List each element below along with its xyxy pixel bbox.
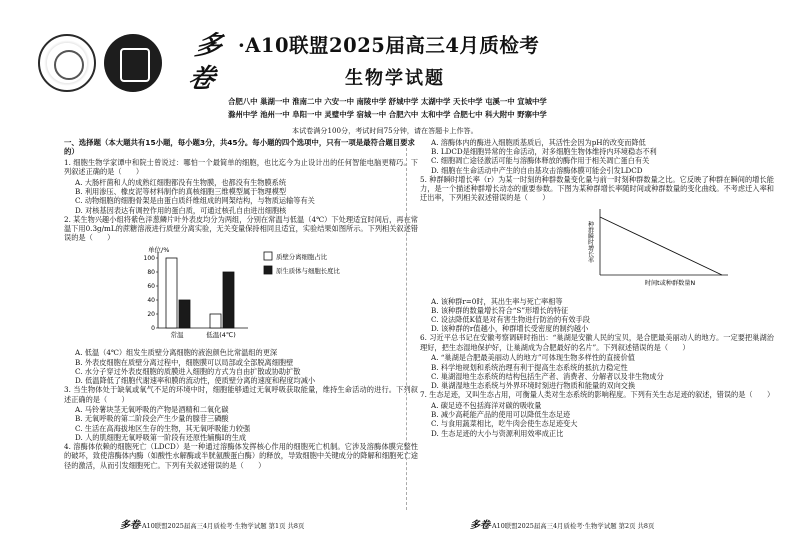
exam-title: ·A10联盟2025届高三4月质检考 [238, 34, 540, 57]
school-seal-icon [104, 34, 162, 92]
option: D. 生态足迹的大小与资源利用效率成正比 [431, 428, 564, 438]
option: B. 外表皮细胞在质壁分离过程中，细胞膜可以局部或全部脱离细胞壁 [75, 357, 294, 367]
option: A. 大肠杆菌和人的成熟红细胞都没有生物膜，也都没有生物膜系统 [75, 177, 287, 187]
bar [179, 300, 190, 328]
bar [210, 314, 221, 328]
school-logo-badge-icon [38, 34, 96, 92]
option: A. 溶酶体内的酶进入细胞质基质后，其活性会因为pH的改变而降低 [431, 138, 646, 147]
exam-subtitle: 生物学试题 [345, 68, 445, 89]
legend-label: 原生质体与细胞长度比 [276, 267, 340, 276]
brand-mark: 多卷 [185, 31, 225, 95]
x-axis-label: 时间t或种群数量N [644, 279, 696, 287]
option: A. 马铃薯块茎无氧呼吸的产物是酒精和二氧化碳 [75, 405, 229, 415]
question-6: 6. 习近平总书记在安徽考察调研时指出：“巢湖是安徽人民的宝贝，是合肥最美丽动人的地方。一定要把巢湖治理好，把生态湿地保护好，让巢湖成为合肥最好的名片”。下列叙述错误的是（ ） [420, 333, 774, 352]
question-3: 3. 当生物体处于缺氧或氧气不足的环境中时，细胞能够通过无氧呼吸获取能量，维持生命活动的进行。下列叙述正确的是（ ） [64, 385, 418, 404]
footer-page-text: ·A10联盟2025届高三4月质检考·生物学试题 第2页 共8页 [490, 522, 655, 530]
question-7: 7. 生态足迹，又叫生态占用，可衡量人类对生态系统的影响程度。下列有关生态足迹的叙述，错误的是（ ） [420, 390, 775, 400]
x-tick-label: 常温 [170, 331, 184, 340]
question-2: 2. 某生物兴趣小组将紫色洋葱鳞片叶外表皮均分为两组，分别在常温与低温（4℃）下处理适宜时间后，再在常温下用0.3g/mL的蔗糖溶液进行质壁分离实验，无关变量保持相同且适宜，实验结果如图所示。下列相关叙述错误的是（ ） [64, 214, 418, 243]
option: C. 细胞凋亡途径激活可能与溶酶体释放的酶作用于相关凋亡蛋白有关 [431, 156, 650, 166]
option: D. 细胞在生命活动中产生的自由基攻击溶酶体膜可能会引发LDCD [431, 165, 643, 175]
footer-brand-mark: 多卷 [120, 520, 140, 531]
right-column [420, 138, 774, 438]
y-axis-label: 种群瞬时增长率 [586, 220, 594, 263]
line-chart-svg [580, 205, 740, 293]
option: C. 与食用蔬菜相比，吃牛肉会使生态足迹变大 [431, 419, 578, 429]
footer-left [120, 520, 304, 533]
footer-right [470, 520, 654, 533]
option: B. LDCD是细胞异常的生命活动，对多细胞生物体维持内环境稳态不利 [431, 147, 657, 157]
option: A. 该种群r=0时，其出生率与死亡率相等 [431, 296, 563, 306]
option: A. 碳足迹不包括海洋对碳的吸收量 [431, 400, 542, 410]
option: C. 生活在高海拔地区生存的生物，其无氧呼吸能力较强 [75, 423, 251, 433]
header [0, 0, 800, 138]
bar-chart-svg [126, 244, 376, 344]
school-list-line: 合肥八中 巢湖一中 淮南二中 六安一中 南陵中学 舒城中学 太湖中学 天长中学 屯溪一中 宣城中学 [228, 97, 547, 106]
y-tick-label: 60 [147, 283, 155, 291]
option: C. 动物细胞的细胞骨架是由蛋白质纤维组成的网架结构，与物质运输等有关 [75, 196, 315, 206]
bar [223, 272, 234, 328]
option: D. 该种群的r值越小，种群增长受密度的制约越小 [431, 324, 589, 334]
footer-page-text: ·A10联盟2025届高三4月质检考·生物学试题 第1页 共8页 [140, 522, 305, 530]
y-tick-label: 100 [143, 255, 155, 263]
option: C. 设法降低K值是对有害生物进行防治的有效手段 [431, 314, 590, 324]
option: C. 水分子穿过外表皮细胞的质膜进入细胞的方式为自由扩散或协助扩散 [75, 366, 301, 376]
option: B. 无氧呼吸的第二阶段会产生少量的腺苷三磷酸 [75, 414, 229, 424]
option: A. 低温（4℃）组发生质壁分离细胞的液泡颜色比常温组的更深 [75, 348, 278, 358]
option: D. 低温降低了细胞代谢速率和膜的流动性，使质壁分离的速度和程度均减小 [75, 376, 316, 386]
exam-note: 本试卷满分100分，考试时间75分钟，请在答题卡上作答。 [292, 126, 478, 135]
footer-brand-mark: 多卷 [470, 520, 490, 531]
option: C. 巢湖湿地生态系统的结构包括生产者、消费者、分解者以及非生物成分 [431, 371, 664, 381]
option: D. 巢湖湿地生态系统与外界环境时刻进行物质和能量的双向交换 [431, 381, 636, 390]
section-heading: 一、选择题（本大题共有15小题，每小题3分，共45分。每小题的四个选项中，只有一项是最符合题目要求的） [64, 138, 415, 157]
school-list-line: 滁州中学 池州一中 阜阳一中 灵璧中学 宿城一中 合肥六中 太和中学 合肥七中 科大附中 野寨中学 [228, 109, 547, 119]
growth-rate-line-chart [580, 205, 740, 295]
legend-swatch [264, 266, 272, 274]
question-5: 5. 种群瞬时增长率（r）为某一时刻的种群数量变化量与前一时刻种群数量之比。它反映了种群在瞬间的增长能力，是一个描述种群增长动态的重要参数。下图为某种群增长率随时间或种群数量的变化曲线。不考虑迁入率和迁出率，下列相关叙述错误的是（ ） [420, 174, 774, 203]
question-4: 4. 溶酶体依赖的细胞死亡（LDCD）是一种通过溶酶体发挥核心作用的细胞死亡机制。它涉及溶酶体膜完整性的破坏，致使溶酶体内酶（如酸性水解酶或半胱氨酸蛋白酶）的释放，导致细胞中关键成分的降解和细胞死亡途径的激活，从而引发细胞死亡。下列有关叙述错误的是（ ） [64, 442, 418, 470]
column-divider [406, 148, 407, 510]
option: D. 对核基因表达有调控作用的蛋白质，可通过核孔自由进出细胞核 [75, 205, 287, 215]
y-tick-label: 80 [147, 269, 155, 277]
option: B. 该种群的数量增长符合“S”形增长的特征 [431, 305, 569, 315]
option: B. 利用渗压、橡皮泥等材料制作的真核细胞三维模型属于物理模型 [75, 187, 287, 197]
x-tick-label: 低温(4℃) [206, 331, 236, 340]
school-list [228, 96, 547, 122]
plasmolysis-bar-chart [126, 244, 376, 346]
question-1: 1. 细胞生物学家谭中和院士曾说过：哪怕一个最简单的细胞，也比迄今为止设计出的任何智能电脑更精巧。下列叙述正确的是（ ） [64, 157, 418, 177]
y-tick-label: 0 [151, 325, 155, 333]
y-tick-label: 40 [147, 297, 155, 305]
option: A. “巢湖是合肥最美丽动人的地方”可体现生物多样性的直接价值 [431, 353, 635, 363]
growth-rate-line [600, 217, 722, 275]
option: B. 减少高耗能产品的使用可以降低生态足迹 [431, 410, 571, 420]
legend-label: 质壁分离细胞占比 [276, 253, 328, 262]
option: B. 科学地规划和系统治理有利于提高生态系统的抵抗力稳定性 [431, 362, 628, 372]
left-column [64, 138, 418, 471]
legend-swatch [264, 252, 272, 260]
bar [166, 258, 177, 328]
option: D. 人的肌细胞无氧呼吸第一阶段有还原性辅酶I的生成 [75, 432, 247, 442]
y-axis-label: 单位/% [148, 246, 170, 255]
y-tick-label: 20 [147, 311, 155, 319]
